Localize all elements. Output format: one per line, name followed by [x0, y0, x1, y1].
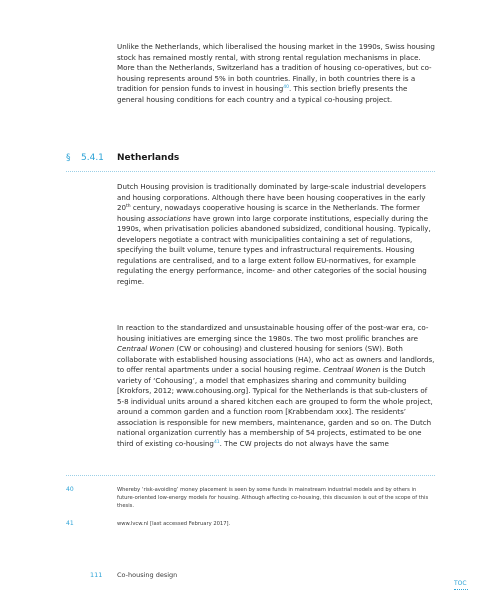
toc-link[interactable]: TOC: [454, 580, 467, 587]
running-title: Co-housing design: [117, 571, 178, 579]
footnote-text-41: www.lvcw.nl [last accessed February 2017].: [117, 521, 231, 527]
para2-text-c: have grown into large corporate institutions, especially during the 1990s, when privatisation policies abandoned subsidized, conditional housing. Typically, developers negotiate a contract with municipalities containing a set of regulations, specifying the built volume, tenure types and infrastructural requirements. Housing regulations are centralised, and to a large extent follow EU-normatives, for example regulating the energy performance, income- and other categories of the social housing regime.: [117, 213, 431, 286]
footnote-ref-40[interactable]: 40: [283, 85, 290, 90]
para3-text-a: In reaction to the standardized and unsustainable housing offer of the post-war era, co-housing initiatives are emerging since the 1980s. The two most prolific branches are: [117, 323, 429, 343]
footnote-text-40: Whereby ‘risk-avoiding’ money placement is seen by some funds in mainstream industrial models and by others in future-oriented low-energy models for housing. Although affecting co-housing, this discussion is out of the scope of this thesis.: [117, 487, 429, 509]
footnote-number-41: 41: [66, 520, 74, 527]
section-heading: [0, 153, 486, 167]
para2-text-b: century, nowadays cooperative housing is scarce in the Netherlands. The former housing: [117, 203, 420, 223]
intro-text-b: . This section briefly presents the general housing conditions for each country and a typical co-housing project.: [117, 84, 408, 104]
section-title: Netherlands: [117, 153, 180, 163]
footnote-number-40: 40: [66, 486, 74, 493]
section-number: 5.4.1: [81, 153, 104, 163]
para2-text-a: Dutch Housing provision is traditionally dominated by large-scale industrial developers and housing corporations. Although there have been housing cooperatives in the early 20: [117, 182, 426, 212]
para3-emphasis-cw-2: Centraal Wonen: [323, 365, 381, 374]
footnote-divider: [66, 475, 435, 476]
intro-paragraph: [117, 42, 435, 105]
para3-text-d: . The CW projects do not always have the same: [219, 438, 389, 448]
superscript-th: th: [126, 204, 131, 209]
paragraph-cohousing-initiatives: [117, 323, 435, 449]
para2-emphasis: associations: [147, 213, 191, 223]
section-symbol: §: [66, 153, 71, 163]
page-number: 111: [90, 571, 103, 579]
footnote-ref-41[interactable]: 41: [213, 439, 220, 445]
toc-underline: [454, 589, 468, 590]
paragraph-dutch-provision: [117, 182, 435, 287]
para3-text-c: is the Dutch variety of ‘Cohousing’, a model that emphasizes sharing and community building [Krokfors, 2012; www.cohousing.org]. Typical for the Netherlands is that sub-clusters of 5-8 individual units around a shared kitchen each are grouped to form the whole project, around a common garden and a function room [Krabbendam xxx]. The residents’ association is responsible for new members, maintenance, garden and so on. The Dutch national organization currently has a membership of 54 projects, estimated to be one third of existing co-housing: [117, 365, 433, 448]
intro-text-a: Unlike the Netherlands, which liberalised the housing market in the 1990s, Swiss housing stock has remained mostly rental, with strong rental regulation mechanisms in place. More than the Netherlands, Switzerland has a tradition of housing co-operatives, but co-housing represents around 5% in both countries. Finally, in both countries there is a tradition for pension funds to invest in housing: [117, 42, 435, 93]
para3-emphasis-cw: Centraal Wonen: [117, 344, 175, 353]
para3-text-b: (CW or cohousing) and clustered housing for seniors (SW). Both collaborate with established housing associations (HA), who act as owners and landlords, to offer rental apartments under a social housing regime.: [117, 344, 435, 374]
heading-divider: [66, 171, 435, 172]
